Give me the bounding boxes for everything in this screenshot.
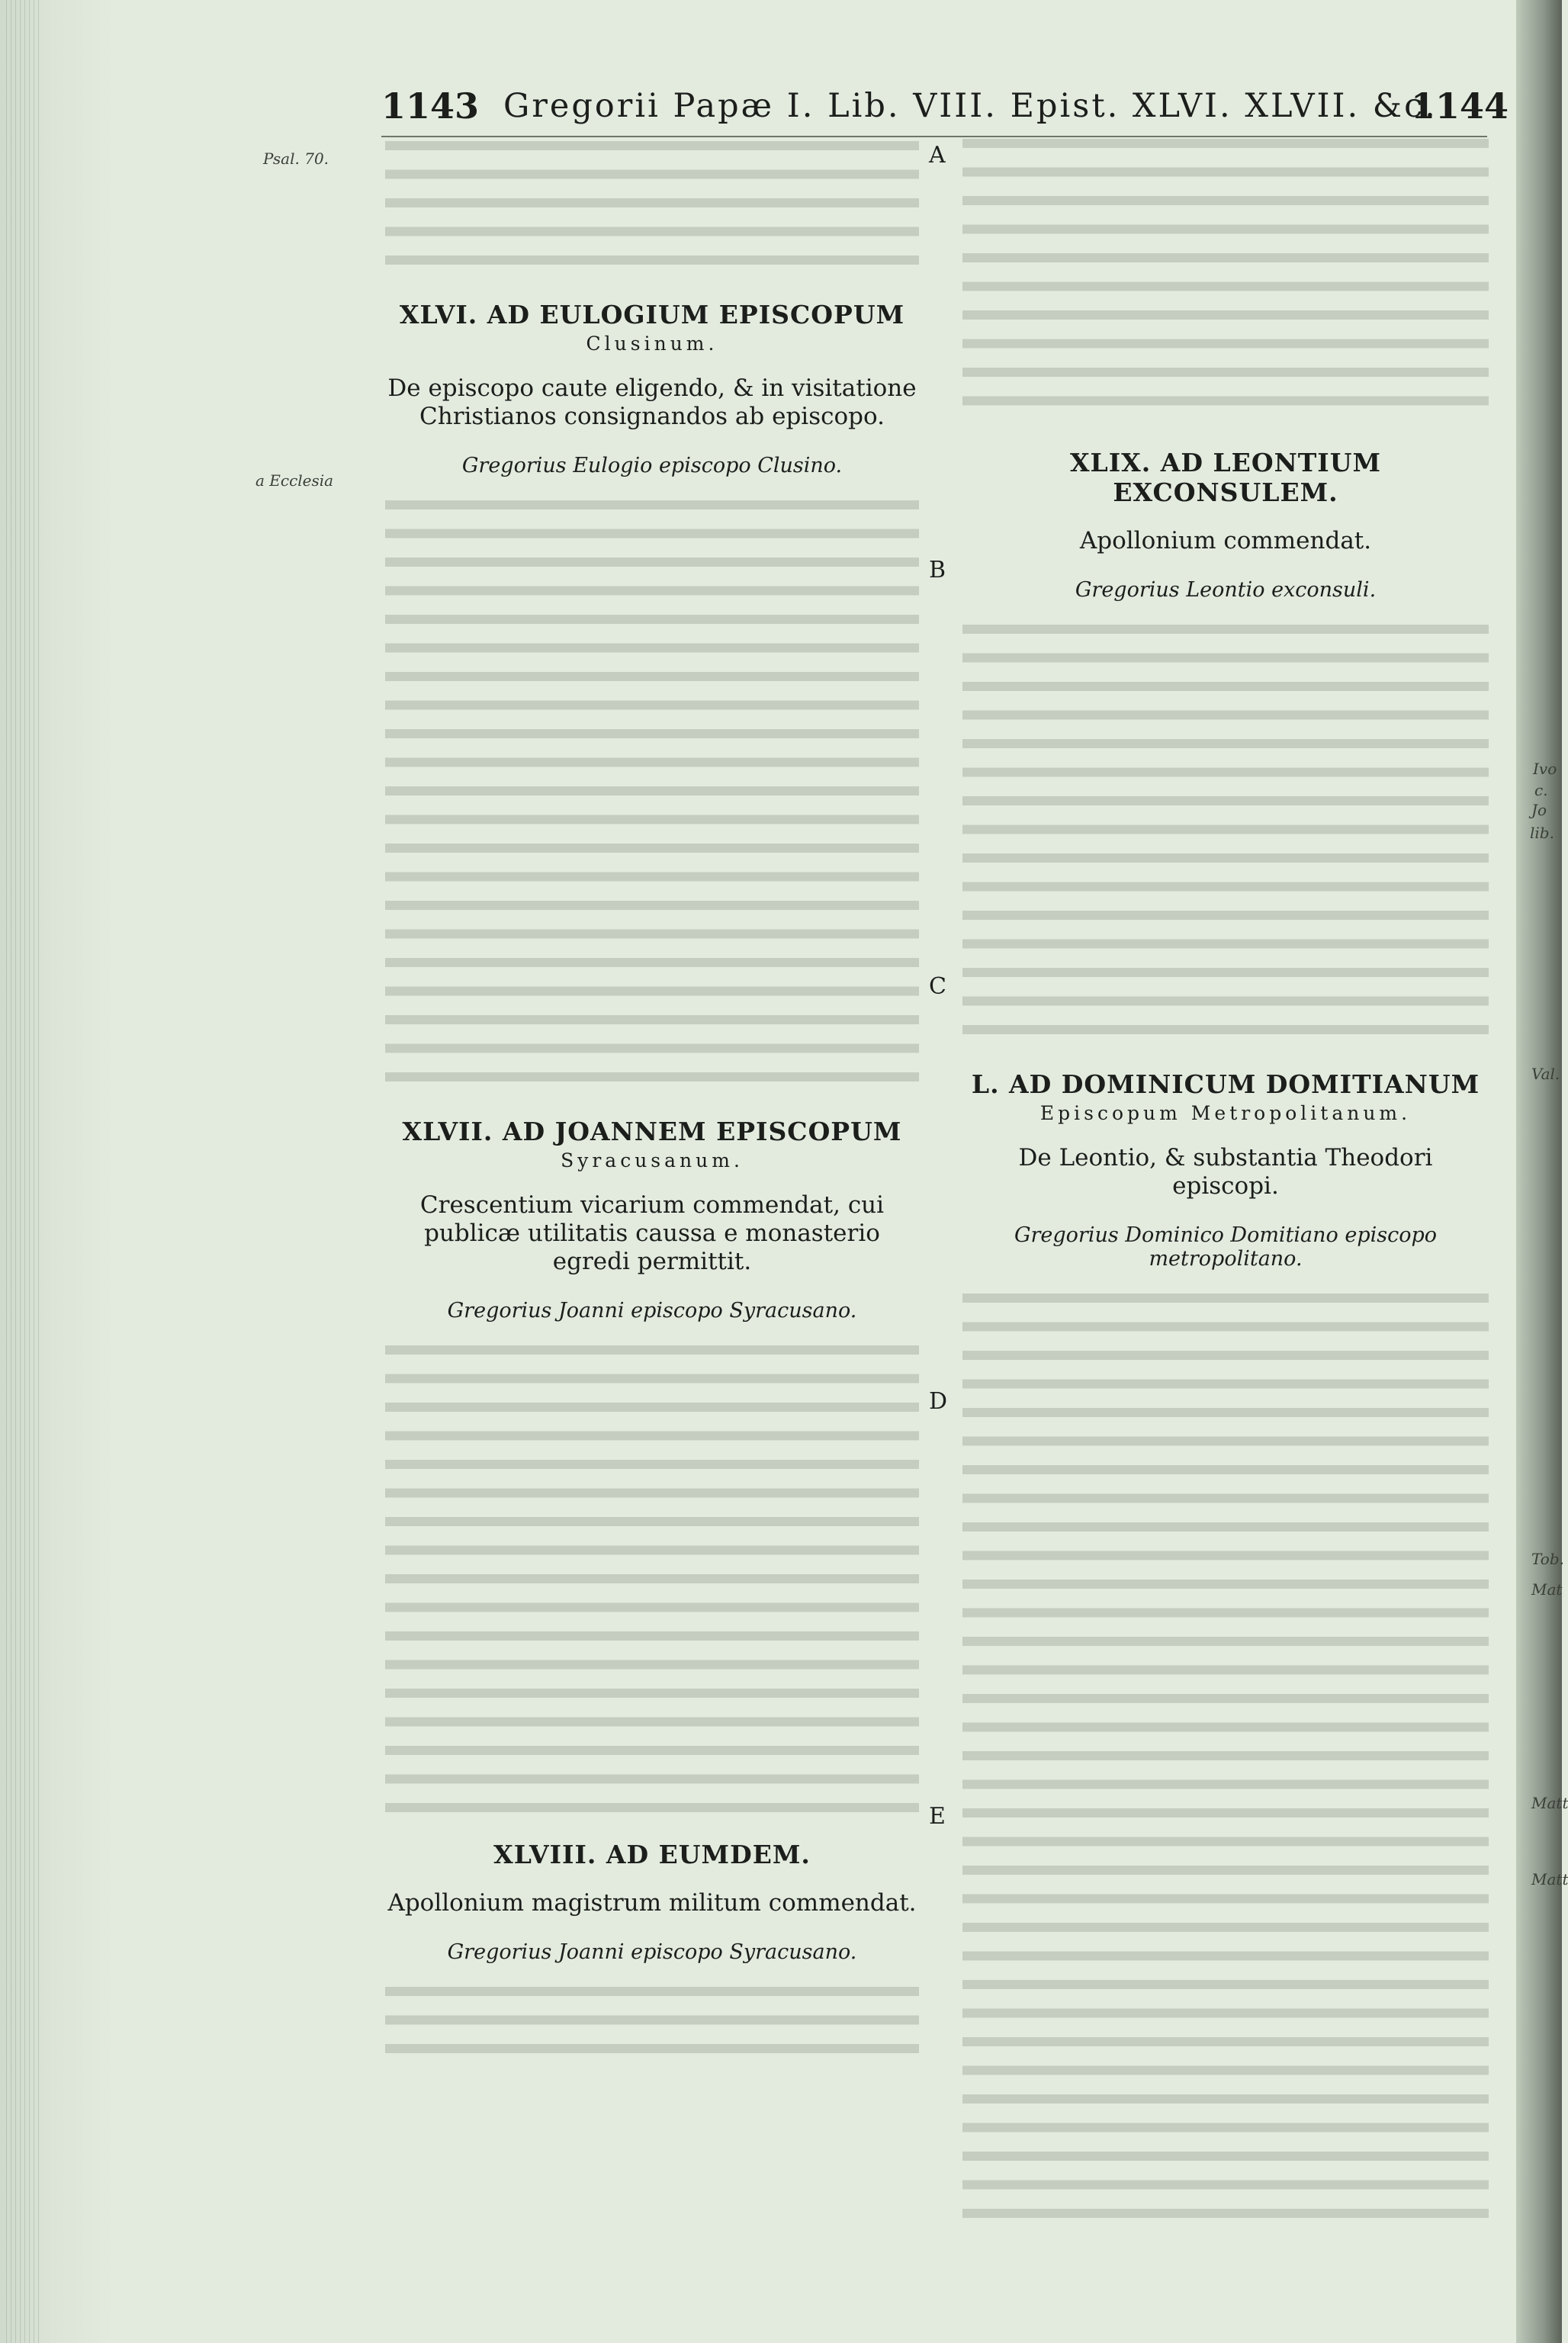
letter-xlvi-heading: XLVI. AD EULOGIUM EPISCOPUM (399, 300, 905, 329)
left-column (385, 141, 919, 2072)
letter-xlvii-summary: Crescentium vicarium commendat, cui publicæ utilitatis caussa e monasterio egredi permittit. (419, 1191, 885, 1275)
section-letter-b: B (929, 557, 946, 583)
section-letter-e: E (929, 1803, 946, 1830)
letter-xlv-ending-text (385, 141, 919, 277)
margin-note-jo: Jo (1531, 801, 1547, 819)
section-letter-a: A (929, 142, 946, 169)
letter-l-subheading: Episcopum Metropolitanum. (1039, 1102, 1412, 1124)
letter-xlvii-salutation: Gregorius Joanni episcopo Syracusano. (447, 1299, 857, 1323)
section-letter-d: D (929, 1388, 948, 1415)
page-number-left: 1143 (381, 85, 480, 127)
letter-xlix-salutation: Gregorius Leontio exconsuli. (1075, 578, 1377, 602)
letter-xlviii-salutation: Gregorius Joanni episcopo Syracusano. (447, 1940, 857, 1964)
letter-xlvii-heading: XLVII. AD JOANNEM EPISCOPUM (402, 1117, 902, 1146)
letter-xlviii-summary: Apollonium magistrum militum commendat. (387, 1889, 917, 1917)
letter-xlvii-subheading: Syracusanum. (561, 1149, 744, 1172)
letter-xlviii-heading: XLVIII. AD EUMDEM. (493, 1840, 811, 1869)
margin-note-lib: lib. (1530, 824, 1554, 842)
margin-note-psal: Psal. 70. (263, 149, 329, 168)
page-number-right: 1144 (1411, 85, 1509, 127)
letter-l-salutation: Gregorius Dominico Domitiano episcopo metropolitano. (1014, 1223, 1438, 1271)
margin-note-val: Val. (1531, 1065, 1560, 1083)
letter-xlviii-text (385, 1987, 919, 2072)
letter-l-text (962, 1294, 1489, 2222)
letter-l-heading: L. AD DOMINICUM DOMITIANUM (971, 1069, 1480, 1099)
page-edge-lines (6, 0, 40, 2343)
letter-xlvi-summary: De episcopo caute eligendo, & in visitatione Christianos consignandos ab episcopo. (387, 374, 917, 430)
letter-xlvi-text (385, 500, 919, 1094)
margin-note-tob: Tob. (1531, 1550, 1564, 1568)
section-letter-c: C (929, 973, 946, 1000)
margin-note-ecclesia: a Ecclesia (255, 471, 334, 490)
left-page-edge (0, 0, 114, 2343)
margin-note-mat: Mat (1531, 1580, 1563, 1599)
running-head-rule (381, 136, 1487, 137)
letter-xlvi-subheading: Clusinum. (586, 333, 718, 355)
margin-note-matt-2: Matt (1531, 1870, 1568, 1888)
letter-l-summary: De Leontio, & substantia Theodori episcopi. (1018, 1144, 1433, 1200)
right-column (962, 139, 1489, 2222)
letter-xlviii-continuation-text (962, 139, 1489, 425)
letter-xlix-text (962, 625, 1489, 1046)
margin-note-ivo: Ivo (1533, 760, 1557, 778)
letter-xlvii-text (385, 1345, 919, 1817)
margin-note-c: c. (1534, 781, 1548, 799)
letter-xlvi-salutation: Gregorius Eulogio episcopo Clusino. (461, 454, 843, 477)
letter-xlix-heading: XLIX. AD LEONTIUM EXCONSULEM. (1069, 448, 1382, 507)
running-head (381, 85, 1509, 131)
running-head-title: Gregorii Papæ I. Lib. VIII. Epist. XLVI. XLVII. &c. (503, 87, 1438, 125)
margin-note-matt-1: Matt (1531, 1794, 1568, 1812)
right-fore-edge (1516, 0, 1562, 2343)
letter-xlix-summary: Apollonium commendat. (1079, 527, 1372, 554)
